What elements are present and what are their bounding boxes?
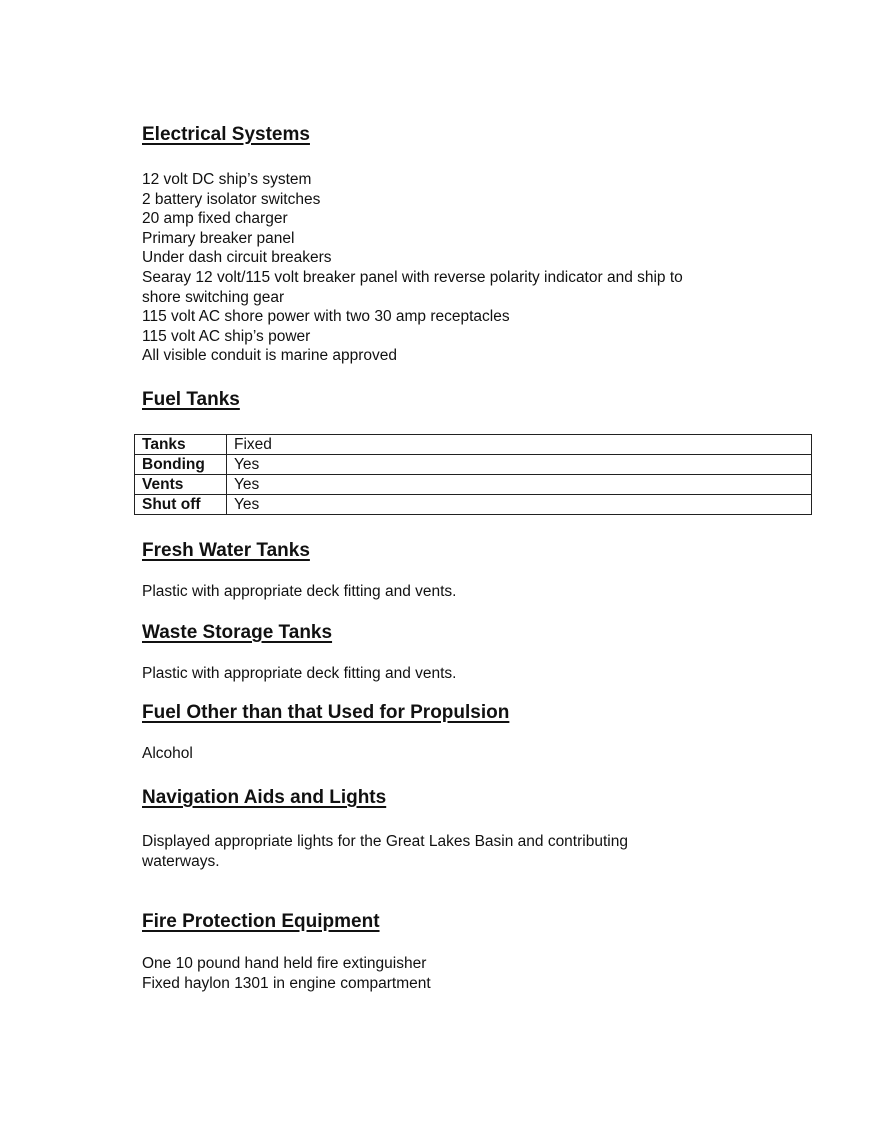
heading-navigation-aids: Navigation Aids and Lights: [142, 787, 387, 808]
list-item: 115 volt AC shore power with two 30 amp receptacles: [142, 308, 510, 326]
heading-fuel-other: Fuel Other than that Used for Propulsion: [142, 702, 510, 723]
paragraph-line: waterways.: [142, 852, 220, 870]
list-item: 115 volt AC ship’s power: [142, 327, 311, 345]
table-cell-value: Yes: [227, 495, 812, 515]
table-cell-value: Yes: [227, 455, 812, 475]
heading-fresh-water-tanks: Fresh Water Tanks: [142, 540, 310, 561]
table-row: [135, 455, 812, 475]
table-cell-label: Shut off: [135, 495, 227, 515]
fresh-water-text: [142, 582, 456, 602]
list-item: 2 battery isolator switches: [142, 190, 321, 208]
table-row: [135, 495, 812, 515]
fire-protection-list: [142, 954, 431, 993]
list-item: 20 amp fixed charger: [142, 210, 288, 228]
table-cell-value: Yes: [227, 475, 812, 495]
table-row: [135, 475, 812, 495]
heading-electrical-systems: Electrical Systems: [142, 124, 310, 145]
list-item: Fixed haylon 1301 in engine compartment: [142, 974, 431, 992]
fuel-other-text: [142, 744, 193, 764]
list-item: 12 volt DC ship’s system: [142, 171, 312, 188]
heading-waste-storage-tanks: Waste Storage Tanks: [142, 622, 333, 643]
table-cell-label: Vents: [135, 475, 227, 495]
heading-fire-protection: Fire Protection Equipment: [142, 911, 380, 932]
electrical-systems-list: [142, 170, 683, 366]
heading-fuel-tanks: Fuel Tanks: [142, 389, 240, 410]
list-item: Under dash circuit breakers: [142, 249, 332, 267]
paragraph: Plastic with appropriate deck fitting and vents.: [142, 583, 457, 600]
paragraph-line: Displayed appropriate lights for the Great Lakes Basin and contributing: [142, 833, 628, 850]
list-item: shore switching gear: [142, 288, 285, 306]
table-row: [135, 435, 812, 455]
paragraph: Alcohol: [142, 745, 193, 762]
list-item: Primary breaker panel: [142, 229, 295, 247]
list-item: One 10 pound hand held fire extinguisher: [142, 955, 427, 972]
waste-storage-text: [142, 664, 456, 684]
list-item: Searay 12 volt/115 volt breaker panel with reverse polarity indicator and ship to: [142, 268, 683, 286]
table-cell-value: Fixed: [227, 435, 812, 455]
navigation-text: [142, 832, 628, 871]
table-cell-label: Tanks: [135, 435, 227, 455]
fuel-tanks-table: [134, 434, 812, 515]
list-item: All visible conduit is marine approved: [142, 347, 398, 365]
table-cell-label: Bonding: [135, 455, 227, 475]
paragraph: Plastic with appropriate deck fitting and vents.: [142, 665, 457, 682]
